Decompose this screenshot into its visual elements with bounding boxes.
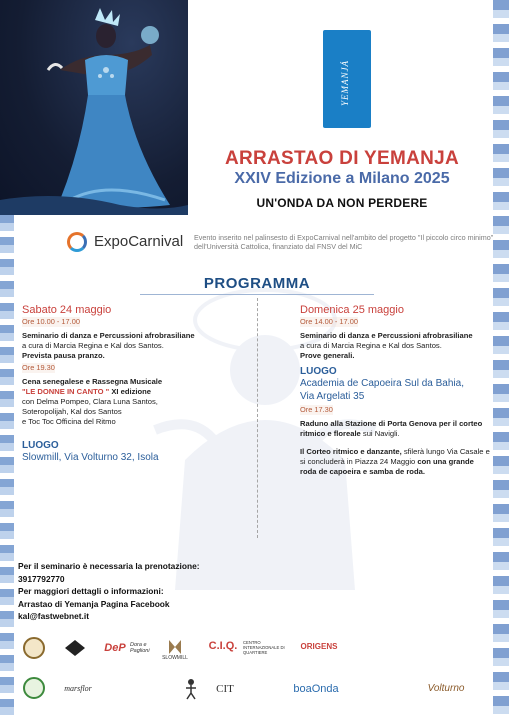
saturday-day: Sabato 24 maggio — [22, 304, 112, 316]
sponsor-logo-6-icon — [22, 676, 46, 700]
sunday-place-2: Via Argelati 35 — [300, 391, 365, 402]
sunday-corteo-b: sfilerà lungo Via Casale e si concluderà in Piazza 24 Maggio — [300, 447, 490, 466]
sunday-time-2: Ore 17.30 — [300, 405, 333, 414]
expocarnival-logo-icon — [67, 232, 87, 252]
sunday-corteo-a: Il Corteo ritmico e danzante, — [300, 447, 402, 456]
event-title: ARRASTAO DI YEMANJA — [224, 148, 460, 169]
sunday-seminar-title: Seminario di danza e Percussioni afrobrasiliane — [300, 331, 473, 340]
sponsor-logo-2-icon — [62, 636, 88, 660]
event-tagline: UN'ONDA DA NON PERDERE — [256, 196, 428, 210]
program-divider — [257, 298, 258, 538]
slowmill-icon — [168, 639, 182, 655]
sponsor-volturno-name: Volturno — [427, 682, 465, 694]
sunday-day: Domenica 25 maggio — [300, 304, 404, 316]
sponsor-ciq-logo — [204, 638, 242, 654]
sunday-seminar-by: a cura di Marcia Regina e Kal dos Santos. — [300, 341, 442, 350]
sponsor-dancer-icon — [180, 676, 202, 702]
expocarnival-note: Evento inserito nel palinsesto di ExpoCarnival nell'ambito del progetto "Il piccolo circo minimo" dell'Università Cattolica, finanziato dal FNSV del MiC — [194, 233, 494, 251]
right-decorative-border — [493, 0, 509, 720]
sponsor-boaonda-logo — [284, 680, 348, 698]
sunday-column — [300, 305, 492, 477]
saturday-column — [22, 305, 247, 464]
sponsor-logo-1-icon — [22, 636, 46, 660]
sunday-seminar-note: Prove generali. — [300, 351, 355, 360]
sunday-time-1: Ore 14.00 - 17.00 — [300, 317, 358, 326]
contacts-email[interactable]: kal@fastwebnet.it — [18, 611, 89, 621]
saturday-time-1: Ore 10.00 - 17.00 — [22, 317, 80, 326]
sunday-raduno-c: sui Navigli. — [360, 429, 400, 438]
sponsor-ciq-subtitle: CENTRO INTERNAZIONALE DI QUARTIERE — [243, 639, 285, 655]
programma-heading: PROGRAMMA — [140, 275, 374, 295]
contacts-info: Per maggiori dettagli o informazioni: — [18, 586, 164, 596]
saturday-luogo: LUOGO — [22, 440, 59, 451]
sponsor-marsflor-name: marsflor — [64, 683, 92, 693]
yemanja-logo-text: YEMANJÁ — [340, 60, 350, 106]
event-edition: XXIV Edizione a Milano 2025 — [234, 170, 450, 187]
saturday-seminar-by: a cura di Marcia Regina e Kal dos Santos. — [22, 341, 164, 350]
sunday-corteo-c: con una grande roda de capoeira e samba de roda. — [300, 457, 474, 476]
expocarnival-name: ExpoCarnival — [94, 233, 184, 250]
saturday-dinner-line5: e Toc Toc Officina del Ritmo — [22, 417, 116, 426]
saturday-dinner-event-line — [22, 387, 247, 397]
sponsor-volturno-logo — [418, 678, 474, 698]
saturday-dinner-line4: Soteropolijah, Kal dos Santos — [22, 407, 122, 416]
saturday-dinner-title: Cena senegalese e Rassegna Musicale — [22, 377, 163, 386]
saturday-seminar-note: Prevista pausa pranzo. — [22, 351, 105, 360]
saturday-time-2: Ore 19.30 — [22, 363, 55, 372]
sunday-corteo — [300, 447, 492, 477]
sunday-raduno — [300, 419, 492, 439]
sponsor-marsflor-logo — [60, 676, 96, 700]
saturday-dinner-edition: XI edizione — [109, 387, 152, 396]
sunday-raduno-b: per il corteo ritmico e floreale — [300, 419, 483, 438]
saturday-place: Slowmill, Via Volturno 32, Isola — [22, 452, 159, 463]
sponsor-dep-logo — [100, 638, 130, 658]
contacts-phone[interactable]: 3917792770 — [18, 573, 65, 584]
left-decorative-border — [0, 215, 14, 720]
sponsor-dep-name: DeP — [104, 642, 126, 654]
sunday-luogo: LUOGO — [300, 366, 337, 377]
sponsor-dep-subtitle: Dora e Paglioni — [130, 642, 150, 654]
sponsor-cit-name: CIT — [216, 683, 234, 695]
yemanja-logo-subtitle: Arrastão — [335, 120, 365, 129]
sunday-raduno-a: Raduno alla Stazione di Porta Genova — [300, 419, 439, 428]
saturday-dinner-event: "LE DONNE IN CANTO " — [22, 387, 110, 396]
sponsor-slowmill-logo — [160, 634, 190, 666]
contacts-booking: Per il seminario è necessaria la prenotazione: — [18, 561, 200, 571]
sponsor-origens-name: ORIGENS — [300, 641, 338, 651]
sponsor-boaonda-name: boaOnda — [293, 683, 339, 695]
sunday-place-1: Academia de Capoeira Sul da Bahia, — [300, 378, 464, 389]
sponsor-cit-logo — [210, 680, 240, 698]
sponsor-slowmill-name: SLOWMILL — [162, 655, 188, 661]
sponsor-origens-logo — [292, 638, 346, 654]
contacts-block — [18, 560, 278, 623]
yemanja-illustration — [0, 0, 188, 215]
sponsor-ciq-name: C.I.Q. — [208, 640, 238, 652]
saturday-seminar-title: Seminario di danza e Percussioni afrobrasiliane — [22, 331, 195, 340]
saturday-dinner-line3: con Delma Pompeo, Clara Luna Santos, — [22, 397, 158, 406]
contacts-facebook[interactable]: Arrastao di Yemanja Pagina Facebook — [18, 598, 170, 609]
